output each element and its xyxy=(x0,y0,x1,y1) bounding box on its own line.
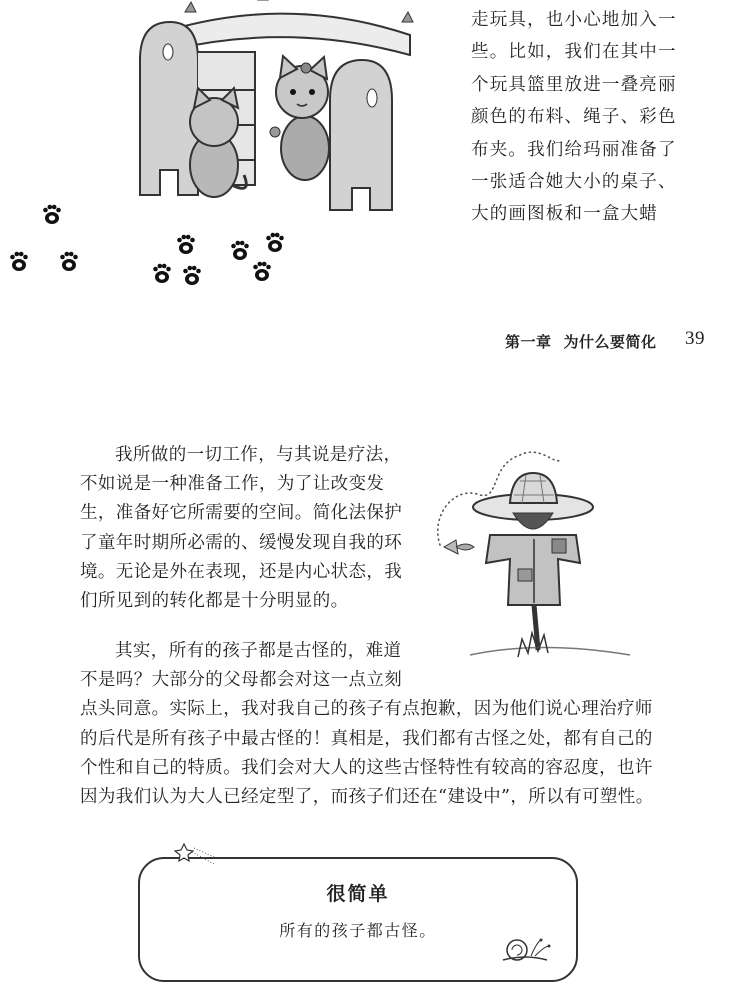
text-line: 们所见到的转化都是十分明显的。 xyxy=(80,591,349,612)
callout-title: 很简单 xyxy=(326,883,390,905)
section-title: 为什么要简化 xyxy=(563,333,657,351)
scarecrow-illustration xyxy=(430,445,640,660)
text-line: 个玩具篮里放进一叠亮丽 xyxy=(471,74,677,95)
text-line: 不是吗？大部分的父母都会对这一点立刻 xyxy=(80,670,403,691)
text-line: 生，准备好它所需要的空间。简化法保护 xyxy=(80,503,403,524)
shooting-star-icon xyxy=(178,838,218,868)
callout-text: 所有的孩子都古怪。 xyxy=(279,921,437,940)
text-line: 一张适合她大小的桌子、 xyxy=(471,172,677,193)
top-column-text xyxy=(471,4,683,231)
text-line: 我所做的一切工作，与其说是疗法， xyxy=(115,445,402,465)
text-line: 其实，所有的孩子都是古怪的，难道 xyxy=(115,641,402,661)
chapter-label: 第一章 xyxy=(505,333,552,351)
text-line: 因为我们认为大人已经定型了，而孩子们还在“建设中”，所以有可塑性。 xyxy=(80,787,654,808)
text-line: 的后代是所有孩子中最古怪的！真相是，我们都有古怪之处，都有自己的 xyxy=(80,728,653,749)
text-line: 点头同意。实际上，我对我自己的孩子有点抱歉，因为他们说心理治疗师 xyxy=(80,699,653,720)
text-line: 大的画图板和一盒大蜡 xyxy=(471,204,658,225)
text-line: 个性和自己的特质。我们会对大人的这些古怪特性有较高的容忍度，也许 xyxy=(80,757,653,778)
body-paragraph-2 xyxy=(80,637,654,812)
text-line: 些。比如，我们在其中一 xyxy=(471,42,677,63)
body-paragraph-1 xyxy=(80,441,402,616)
text-line: 颜色的布料、绳子、彩色 xyxy=(471,107,677,128)
text-line: 了童年时期所必需的、缓慢发现自我的环 xyxy=(80,532,403,553)
text-line: 走玩具，也小心地加入一 xyxy=(471,10,677,30)
text-line: 境。无论是外在表现，还是内心状态，我 xyxy=(80,561,403,582)
running-header xyxy=(505,328,715,352)
snail-icon xyxy=(495,930,555,960)
text-line: 不如说是一种准备工作，为了让改变发 xyxy=(80,474,385,495)
page-number: 39 xyxy=(685,328,705,349)
text-line: 布夹。我们给玛丽准备了 xyxy=(471,139,677,160)
cats-playhouse-illustration xyxy=(0,0,450,300)
